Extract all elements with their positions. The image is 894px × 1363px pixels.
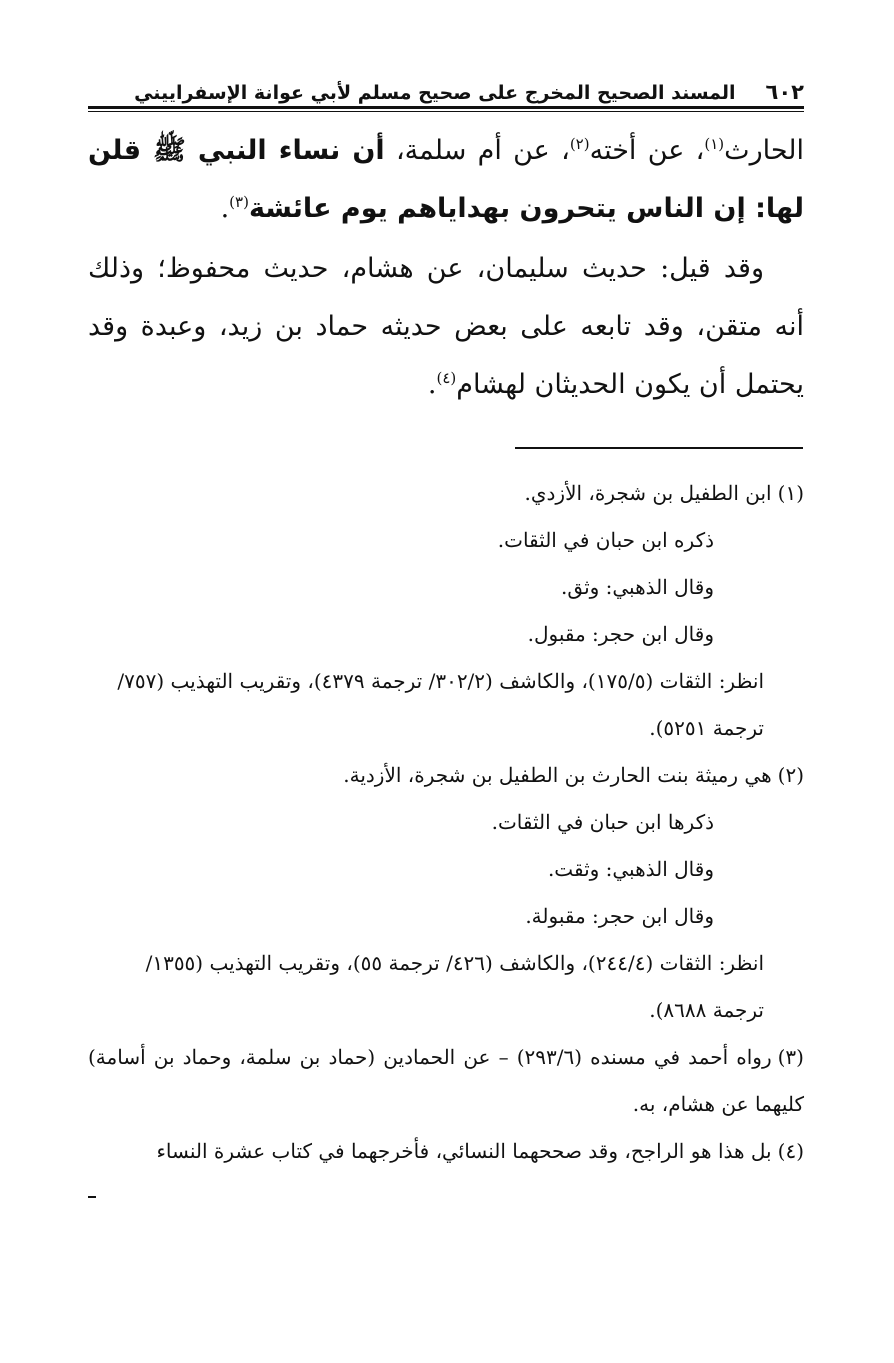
page-number: ٦٠٢ — [765, 80, 804, 104]
footnote-number: (٤) — [777, 1139, 804, 1163]
running-header — [88, 74, 804, 104]
footnote-reference: انظر: الثقات (٢٤٤/٤)، والكاشف (٤٢٦/ ترجمة ٥٥)، وتقريب التهذيب (١٣٥٥/ ترجمة ٨٦٨٨). — [145, 951, 764, 1022]
header-title: المسند الصحيح المخرج على صحيح مسلم لأبي عوانة الإسفراييني — [134, 82, 736, 104]
text-run: ، عن أخته — [589, 135, 705, 166]
footnote-line: ذكره ابن حبان في الثقات. — [497, 528, 714, 552]
text-run: . — [427, 369, 437, 400]
text-run: وقد قيل: حديث سليمان، عن هشام، حديث محفوظ؛ وذلك أنه متقن، وقد تابعه على بعض حديثه حماد بن زيد، وعبدة وقد يحتمل أن يكون الحديثان لهشام — [88, 253, 804, 400]
footnote-3 — [88, 1034, 804, 1128]
footnote-ref: (٤) — [436, 369, 457, 387]
footnote-text: رواه أحمد في مسنده (٢٩٣/٦) – عن الحمادين (حماد بن سلمة، وحماد بن أسامة) كليهما عن هشام، به. — [88, 1045, 804, 1116]
footnote-line: وقال الذهبي: وثق. — [561, 575, 714, 599]
header-rule-thin — [88, 111, 804, 112]
footnote-2 — [88, 752, 804, 799]
continuation-dash — [88, 1196, 96, 1198]
footnote-separator — [515, 447, 803, 449]
main-text — [88, 122, 804, 414]
footnote-text: هي رميثة بنت الحارث بن الطفيل بن شجرة، الأزدية. — [343, 763, 772, 787]
text-run: . — [220, 193, 230, 224]
footnote-number: (٣) — [777, 1045, 804, 1069]
paragraph-2 — [88, 240, 804, 414]
footnote-4 — [88, 1128, 804, 1175]
footnote-ref: (٣) — [229, 193, 249, 211]
footnote-ref: (٢) — [569, 135, 590, 153]
footnote-ref: (١) — [704, 135, 725, 153]
footnote-text: ابن الطفيل بن شجرة، الأزدي. — [524, 481, 772, 505]
hadith-text: أن نساء النبي ﷺ قلن لها: إن الناس يتحرون بهداياهم يوم عائشة — [88, 135, 804, 224]
footnotes — [88, 470, 804, 1175]
paragraph-1 — [88, 122, 804, 238]
footnote-line: ذكرها ابن حبان في الثقات. — [491, 810, 714, 834]
footnote-line: وقال ابن حجر: مقبولة. — [525, 904, 714, 928]
footnote-1 — [88, 470, 804, 517]
footnote-reference: انظر: الثقات (١٧٥/٥)، والكاشف (٣٠٢/٢/ ترجمة ٤٣٧٩)، وتقريب التهذيب (٧٥٧/ ترجمة ٥٢٥١). — [117, 669, 764, 740]
footnote-number: (١) — [777, 481, 804, 505]
footnote-text: بل هذا هو الراجح، وقد صححهما النسائي، فأخرجهما في كتاب عشرة النساء — [156, 1139, 772, 1163]
text-run: الحارث — [724, 135, 804, 166]
header-rule-thick — [88, 106, 804, 109]
footnote-line: وقال ابن حجر: مقبول. — [527, 622, 714, 646]
footnote-line: وقال الذهبي: وثقت. — [547, 857, 714, 881]
text-run: ، عن أم سلمة، — [384, 135, 570, 166]
footnote-number: (٢) — [777, 763, 804, 787]
